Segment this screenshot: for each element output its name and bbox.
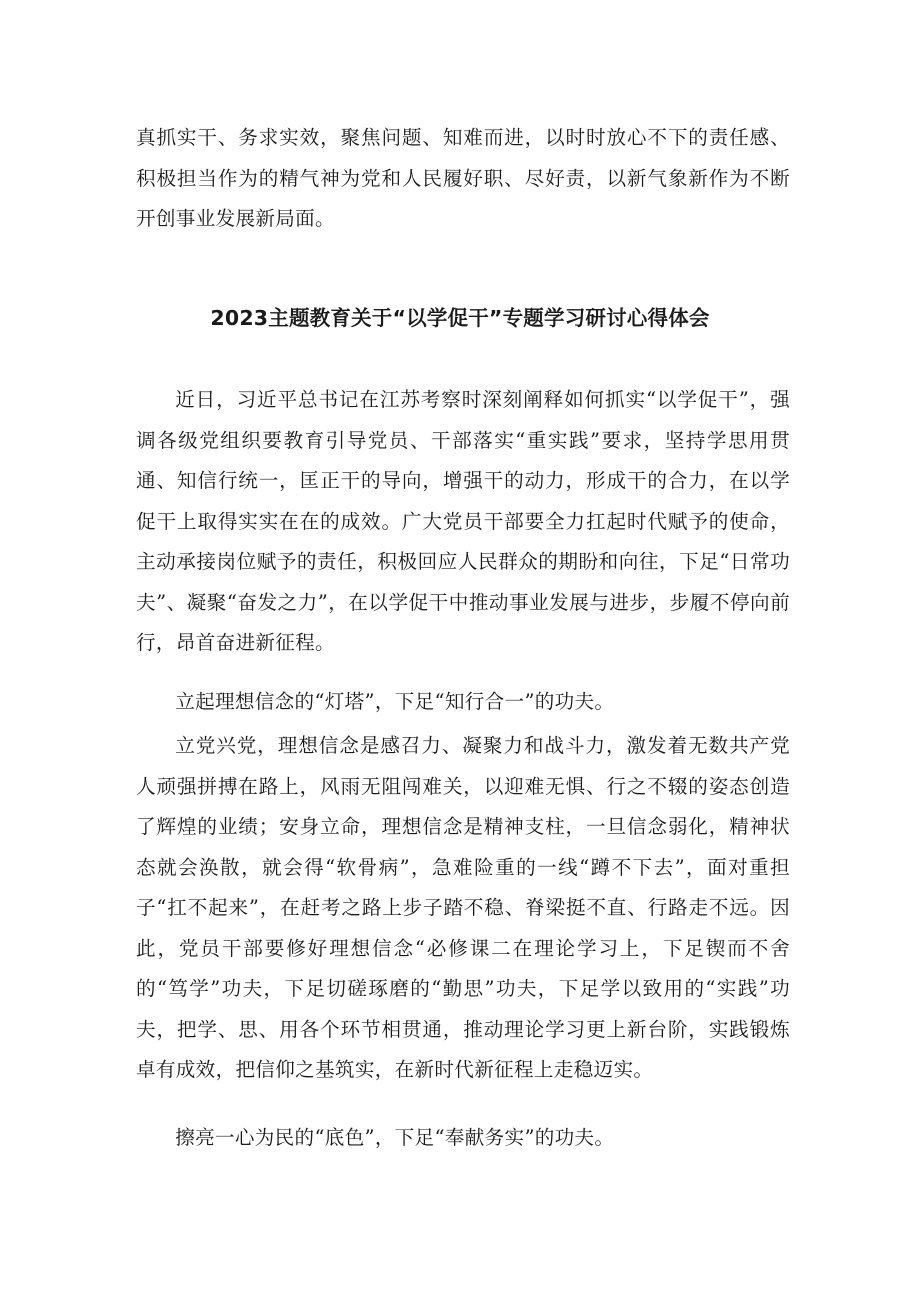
carryover-paragraph: 真抓实干、务求实效，聚焦问题、知难而进，以时时放心不下的责任感、积极担当作为的精气神为党和人民履好职、尽好责，以新气象新作为不断开创事业发展新局面。 (136, 126, 790, 230)
body-paragraph-ideals: 立党兴党，理想信念是感召力、凝聚力和战斗力，激发着无数共产党人顽强拼搏在路上，风雨无阻闯难关，以迎难无惧、行之不辍的姿态创造了辉煌的业绩；安身立命，理想信念是精神支柱，一旦信念弱化，精神状态就会涣散，就会得“软骨病”，急难险重的一线“蹲不下去”，面对重担子“扛不起来”，在赶考之路上步子踏不稳、脊梁挺不直、行路走不远。因此，党员干部要修好理想信念“必修课二在理论学习上，下足锲而不舍的“笃学”功夫，下足切磋琢磨的“勤思”功夫，下足学以致用的“实践”功夫，把学、思、用各个环节相贯通，推动理论学习更上新台阶，实践锻炼卓有成效，把信仰之基筑实，在新时代新征程上走稳迈实。 (136, 734, 790, 1081)
section-heading-people: 擦亮一心为民的“底色”，下足“奉献务实”的功夫。 (175, 1126, 615, 1149)
section-heading-ideals: 立起理想信念的“灯塔”，下足“知行合一”的功夫。 (175, 690, 615, 713)
body-paragraph-intro: 近日，习近平总书记在江苏考察时深刻阐释如何抓实“以学促干”，强调各级党组织要教育引导党员、干部落实“重实践”要求，坚持学思用贯通、知信行统一，匡正干的导向，增强干的动力，形成干的合力，在以学促干上取得实实在在的成效。广大党员干部要全力扛起时代赋予的使命，主动承接岗位赋予的责任，积极回应人民群众的期盼和向往，下足“日常功夫”、凝聚“奋发之力”，在以学促干中推动事业发展与进步，步履不停向前行，昂首奋进新征程。 (136, 388, 790, 654)
article-title: 2023主题教育关于“以学促干”专题学习研讨心得体会 (210, 306, 710, 330)
